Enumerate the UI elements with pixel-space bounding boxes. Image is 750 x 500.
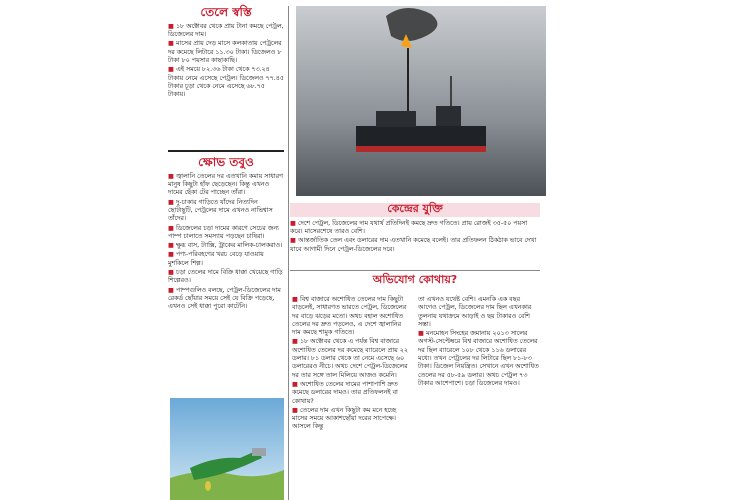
complaint-line-4: ■ তেলের দাম এখন কিছুটা কম মনে হচ্ছে মাসের সময়ে আকাশছোঁয়া দরের সাপেক্ষে। আসলে কিন্তু — [292, 407, 410, 432]
complaint-column-1 — [292, 296, 410, 433]
anger-line-7: ■ পাম্পগুলিও বলছে, পেট্রল-ডিজেলের দাম রেকর্ড ছোঁয়ার সময়ে সেই যে বিক্রি পড়েছে, এখনও সেই ধাক্কা পুরো কাটেনি। — [168, 287, 284, 312]
offshore-oil-rig-photo — [296, 6, 546, 196]
complaint-line-6: ■ মনমোহন সিংহের জমানায় ২০১৩ সালের অগস্ট-সেপ্টেম্বরে বিশ্ব বাজারে অশোধিত তেলের দর ছিল ব্যারেলে ১০৮ থেকে ১১৬ ডলারের মধ্যে। তখন পেট্রলের দর লিটারে ছিল ৮১-৮৩ টাকা। ডিজেল নিয়ন্ত্রিত। সেখানে এখন অশোধিত তেলের দর ৫৮-৫৯ ডলার। অথচ পেট্রল ৭৩ টাকার আশেপাশে। চড়া ডিজেলের দামও। — [418, 330, 540, 388]
section-title-anger: ক্ষোভ তবুও — [198, 155, 254, 169]
complaint-line-3: ■ অশোধিত তেলের দামের পাশাপাশি দ্রুত কমেছে ডলারের দামও। তার প্রতিফলনই বা কোথায়? — [292, 381, 410, 406]
section-relief — [168, 6, 284, 100]
fuel-nozzle-photo — [170, 398, 284, 500]
anger-line-2: ■ দু-চাকার গাড়িতে যাঁদের নিত্যদিন ছোটাছুটি, পেট্রলের দামে এখনও নাভিশ্বাস তাঁদের। — [168, 199, 284, 224]
column-divider — [288, 6, 289, 500]
fuel-nozzle-icon — [170, 398, 284, 500]
relief-line-3: ■ এই সময়ে ৮২.৩৬ টাকা থেকে ৭৩.২৪ টাকায় নেমে এসেছে পেট্রল। ডিজেলও ৭৭.৪৫ টাকার চূড়া থেকে নেমে এসেছে ৬৮.৭৫ টাকায়। — [168, 66, 284, 99]
anger-line-3: ■ ডিজেলের চড়া দামের কারণে সেচের জন্য পাম্প চালাতে সমস্যায় পড়ছেন চাষিরা। — [168, 225, 284, 242]
centre-line-1: ■ দেশে পেট্রল, ডিজেলের দাম যথার্থ প্রতিদিনই কমছে দ্রুত গতিতে। প্রায় রোজই ৩৫-৫০ পয়সা করে। মাসেরশেষে তারও বেশি। — [290, 220, 540, 237]
complaint-line-5: তা এখনও যথেষ্ট বেশি। এমনকি এক বছর আগেও পেট্রল, ডিজেলের দাম ছিল এখনকার তুলনায় যথাক্রমে আড়াই ও ছয় টাকারও বেশি সস্তা। — [418, 296, 532, 328]
anger-line-5: ■ পণ্য-পরিবহণের খরচ বেড়ে যাওয়ায় মুশকিলে শিল্প। — [168, 251, 284, 268]
section-title-complaint: অভিযোগ কোথায়? — [372, 273, 458, 286]
section-title-relief: তেলে স্বস্তি — [200, 5, 252, 19]
complaint-line-1: ■ বিশ্ব বাজারে অশোধিত তেলের দাম কিছুটা বাড়লেই, সাধারণত ভারতে পেট্রল, ডিজেলের দর বাড়ে ঝড়ের মতো। অথচ বহাল অশোধিত তেলের দর দ্রুত পড়লেও, এ দেশে জ্বালানির দাম কমছে শামুক গতিতে। — [292, 296, 410, 337]
anger-line-4: ■ ক্ষুব্ধ বাস, ট্যাক্সি, ট্রাকের মালিক-চালকরাও। — [168, 242, 284, 250]
complaint-line-2: ■ ১৮ অক্টোবর থেকে এ পর্যন্ত বিশ্ব বাজারে অশোধিত তেলের দর কমেছে ব্যারেলে প্রায় ২২ ডলার। ৮১ ডলার থেকে তা নেমে এসেছে ৬০ ডলারেরও নীচে। অথচ দেশে পেট্রল-ডিজেলের দর তার সঙ্গে তাল মিলিয়ে আজও কমেনি। — [292, 338, 410, 379]
section-complaint — [290, 274, 540, 287]
section-centre-argument — [290, 203, 540, 255]
section-title-centre: কেন্দ্রের যুক্তি — [387, 202, 443, 215]
divider — [290, 270, 540, 271]
anger-line-6: ■ চড়া তেলের দামে বিক্রি ধাক্কা খেয়েছে গাড়ি শিল্পেরও। — [168, 269, 284, 286]
relief-line-2: ■ মাসের প্রায় দেড় মাসে কলকাতায় পেট্রলের দর কমেছে লিটারে ১১.৩০ টাকা। ডিজেলও ৮ টাকা ৮০ পয়সার কাছাকাছি। — [168, 40, 284, 65]
complaint-column-2 — [418, 296, 540, 389]
anger-line-1: ■ জ্বালানি তেলের দর এতখানি কমায় সাধারণ মানুষ কিছুটা হাঁফ ছেড়েছেন। কিন্তু এখনও দামের ছেঁকা টের পাচ্ছেন তাঁরা। — [168, 173, 284, 198]
section-anger — [168, 156, 284, 313]
divider — [168, 150, 284, 152]
relief-line-1: ■ ১৮ অক্টোবর থেকে প্রায় টানা কমছে পেট্রল, ডিজেলের দাম। — [168, 23, 284, 40]
oil-rig-icon — [296, 6, 546, 196]
centre-line-2: ■ আন্তর্জাতিক তেল এবং ডলারের দাম এতখানি কমেছে বলেই। তার প্রতিফলন ঠিকঠাক ভাবে দেখা যাবে আগামী দিনে পেট্রল-ডিজেলের দরে। — [290, 237, 540, 254]
